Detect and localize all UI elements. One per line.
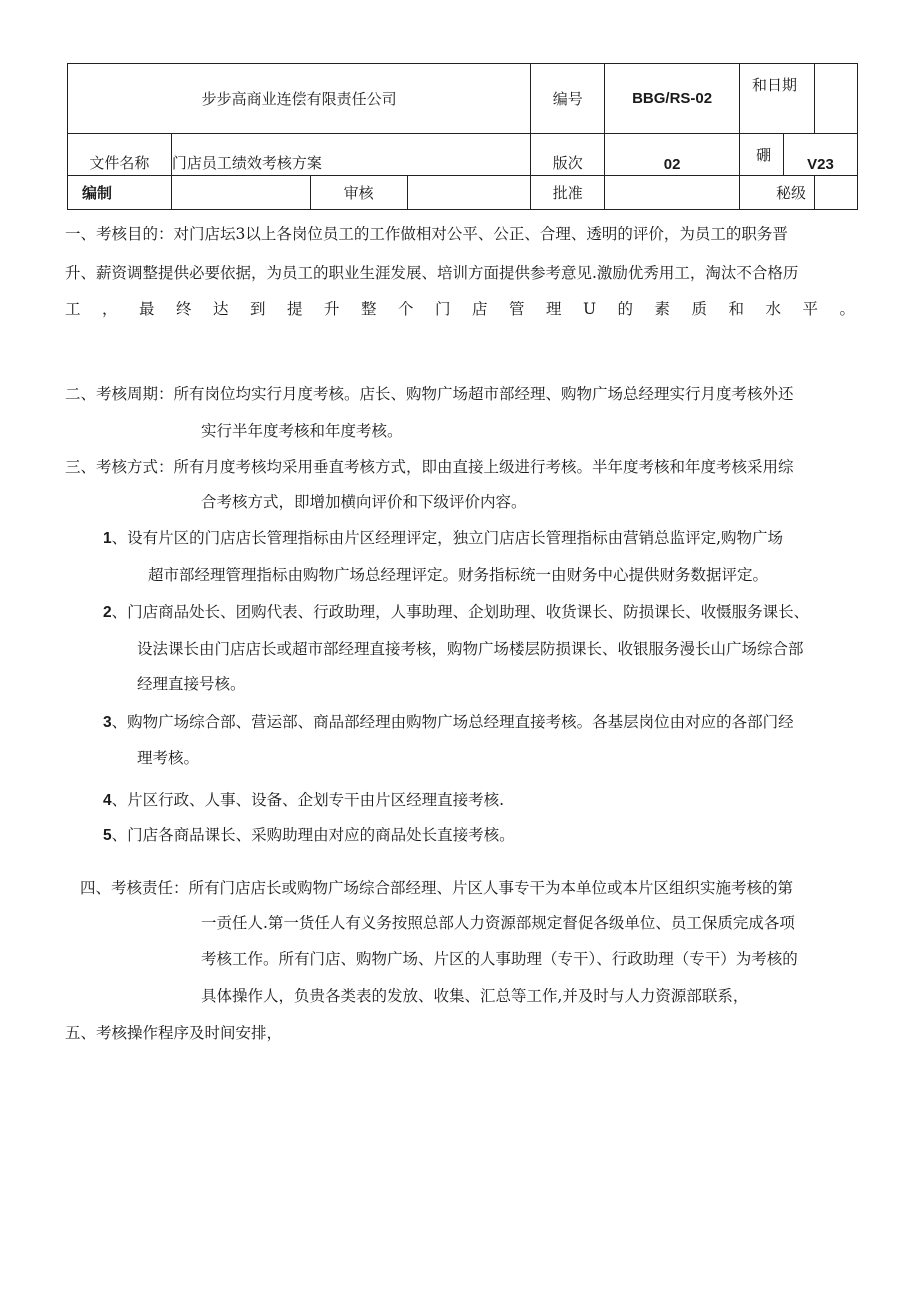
document-header-table	[67, 63, 858, 210]
list-item-number: 2	[103, 604, 112, 621]
list-item-number: 5	[103, 827, 112, 844]
section-2-line-1: 二、考核周期：所有岗位均实行月度考核。店长、购物广场超市部经理、购物广场总经理实行月度考核外还	[65, 385, 794, 403]
list-item-number: 1	[103, 530, 112, 547]
file-name-value: 门店员工绩效考核方案	[171, 134, 530, 176]
section-5-line-1: 五、考核操作程序及时间安排，	[65, 1024, 283, 1042]
list-item-text: 、设有片区的门店店长管理指标由片区经理评定，独立门店店长管理指标由营销总监评定,购物广场	[111, 529, 784, 547]
date-value-cell	[814, 64, 857, 134]
list-item-text: 、门店商品处长、团购代表、行政助理，人事助理、企划助理、收货课长、防损课长、收慑服务课长、	[111, 603, 810, 621]
list-item	[103, 595, 809, 630]
version-label: 版次	[531, 134, 605, 176]
version-value: 02	[605, 134, 740, 176]
list-item-text: 、片区行政、人事、设备、企划专干由片区经理直接考核.	[111, 791, 505, 809]
list-item	[103, 783, 504, 818]
file-name-label: 文件名称	[68, 134, 172, 176]
list-item	[103, 705, 794, 740]
list-item-number: 3	[103, 714, 112, 731]
prepared-value-cell	[171, 176, 310, 210]
section-4-line-3: 考核工作。所有门店、购物广场、片区的人事助理（专干）、行政助理（专干）为考核的	[201, 950, 798, 968]
section-3-line-1: 三、考核方式：所有月度考核均采用垂直考核方式，即由直接上级进行考核。半年度考核和年度考核采用综	[65, 458, 794, 476]
list-item-continuation: 理考核。	[137, 749, 200, 767]
section-3-line-2: 合考核方式，即增加横向评价和下级评价内容。	[201, 493, 527, 511]
list-item-text: 、门店各商品课长、采购助理由对应的商品处长直接考核。	[111, 826, 515, 844]
approve-value-cell	[605, 176, 740, 210]
review-label: 审核	[310, 176, 407, 210]
list-item	[103, 818, 515, 853]
prepared-label: 编制	[68, 176, 172, 210]
section-1-line-2: 升、薪资调整提供必要依据，为员工的职业生涯发展、培训方面提供参考意见.激励优秀用工，淘汰不合格历	[65, 264, 799, 282]
number-value: BBG/RS-02	[605, 64, 740, 134]
section-4-line-4: 具体操作人，负贵各类表的发放、收集、汇总等工作,并及时与人力资源部联系，	[201, 987, 749, 1005]
section-1-line-3: 工，最终达到提升整个门店管理U的素质和水平。	[65, 300, 855, 318]
section-4-line-1: 四、考核责任：所有门店店长或购物广场综合部经理、片区人事专干为本单位或本片区组织实施考核的第	[80, 879, 794, 897]
secret-value-cell	[814, 176, 857, 210]
date-label: 和日期	[740, 64, 815, 134]
list-item-continuation: 设法课长由门店店长或超市部经理直接考核，购物广场楼层防损课长、收银服务漫长山广场综合部	[137, 640, 804, 658]
version-extra-value: V23	[784, 134, 858, 176]
section-1-line-1: 一、考核目的：对门店坛3以上各岗位员工的工作做相对公平、公正、合理、透明的评价，为员工的职务晋	[65, 225, 788, 243]
list-item-number: 4	[103, 792, 112, 809]
list-item-continuation: 经理直接号核。	[137, 675, 246, 693]
list-item-text: 、购物广场综合部、营运部、商品部经理由购物广场总经理直接考核。各基层岗位由对应的各部门经	[111, 713, 794, 731]
list-item	[103, 521, 783, 556]
company-name: 步步高商业连偿有限责任公司	[68, 64, 531, 134]
review-value-cell	[407, 176, 531, 210]
section-4-line-2: 一贡任人.第一货任人有义务按照总部人力资源部规定督促各级单位、员工保质完成各项	[201, 914, 795, 932]
list-item-continuation: 超市部经理管理指标由购物广场总经理评定。财务指标统一由财务中心提供财务数据评定。	[148, 566, 769, 584]
section-2-line-2: 实行半年度考核和年度考核。	[201, 422, 403, 440]
secret-label: 秘级	[740, 176, 815, 210]
number-label: 编号	[531, 64, 605, 134]
approve-label: 批准	[531, 176, 605, 210]
version-extra-label: 硼	[740, 134, 784, 176]
